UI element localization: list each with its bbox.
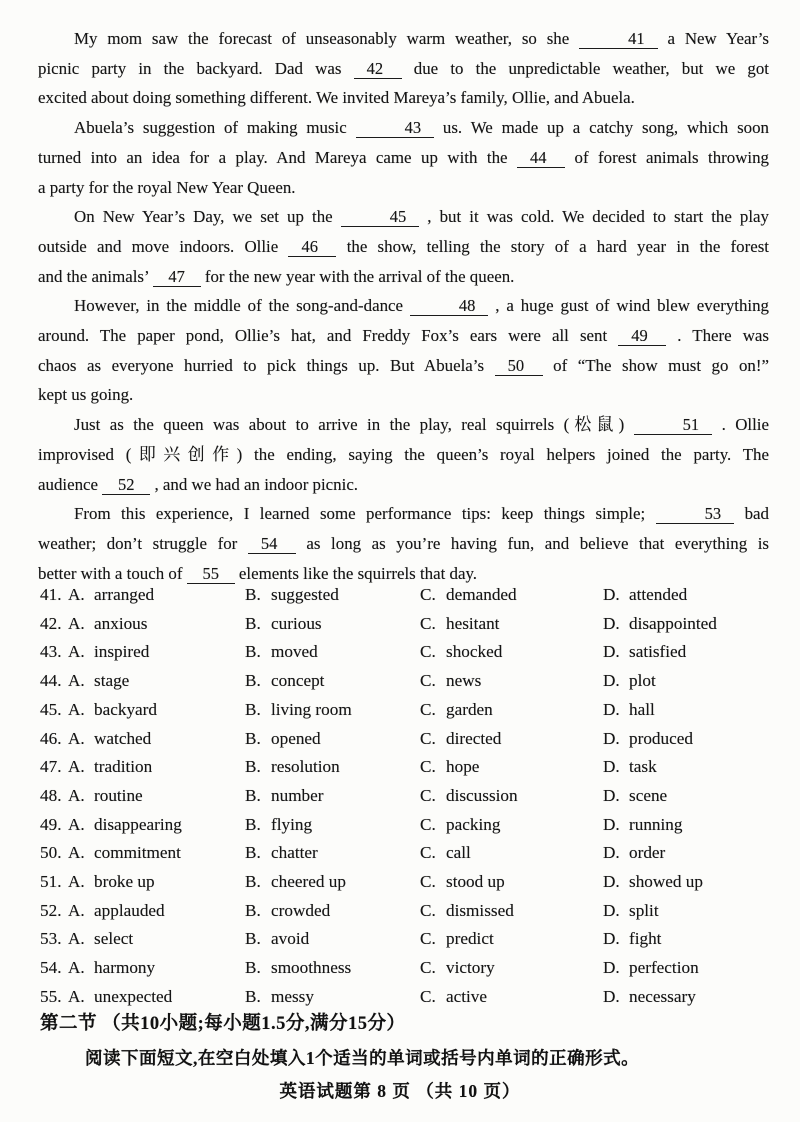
- option-letter: B.: [245, 900, 261, 920]
- blank-48: 48: [410, 296, 489, 316]
- option-letter: A.: [68, 585, 85, 604]
- blank-47: 47: [153, 267, 201, 287]
- option-text: avoid: [271, 929, 310, 949]
- option-letter: B.: [245, 958, 261, 978]
- passage-line: turned into an idea for a play. And Mareya came up with the 44 of forest animals throwing: [38, 147, 769, 167]
- option-letter: B.: [245, 785, 261, 805]
- option-text: active: [446, 986, 488, 1006]
- option-letter: D.: [603, 843, 620, 863]
- option-52-B: [245, 897, 420, 926]
- option-text: hall: [629, 699, 655, 719]
- option-47-D: [603, 753, 770, 782]
- passage-line: Just as the queen was about to arrive in the play, real squirrels (松鼠) 51 . Ollie: [74, 415, 769, 435]
- option-letter: C.: [420, 728, 436, 748]
- question-row-53: [40, 925, 770, 954]
- option-text: suggested: [271, 585, 339, 604]
- question-number: 54.: [40, 958, 62, 978]
- option-52-D: [603, 897, 770, 926]
- option-45-D: [603, 696, 770, 725]
- passage-line: outside and move indoors. Ollie 46 the show, telling the story of a hard year in the forest: [38, 236, 769, 256]
- option-text: commitment: [94, 843, 181, 863]
- option-41-A: [68, 581, 245, 610]
- section-2: [40, 1011, 770, 1070]
- option-52-A: [68, 897, 245, 926]
- question-number: 52.: [40, 900, 62, 920]
- blank-50: 50: [495, 356, 543, 376]
- option-text: crowded: [271, 900, 331, 920]
- passage-line: excited about doing something different. We invited Mareya’s family, Ollie, and Abuela.: [38, 88, 635, 108]
- passage-line: and the animals’ 47 for the new year with the arrival of the queen.: [38, 266, 515, 286]
- option-letter: D.: [603, 613, 620, 633]
- option-47-C: [420, 753, 603, 782]
- question-number: 47.: [40, 757, 62, 777]
- option-48-C: [420, 782, 603, 811]
- option-text: order: [629, 843, 666, 863]
- option-text: split: [629, 900, 659, 920]
- option-letter: B.: [245, 929, 261, 949]
- option-41-B: [245, 581, 420, 610]
- blank-51: 51: [634, 415, 713, 435]
- passage-line: From this experience, I learned some performance tips: keep things simple; 53 bad: [74, 504, 769, 524]
- blank-53: 53: [656, 504, 735, 524]
- option-text: curious: [271, 613, 322, 633]
- option-text: opened: [271, 728, 321, 748]
- option-text: plot: [629, 671, 656, 691]
- passage-line: around. The paper pond, Ollie’s hat, and Freddy Fox’s ears were all sent 49 . There was: [38, 326, 769, 346]
- option-51-A: [68, 868, 245, 897]
- option-50-C: [420, 839, 603, 868]
- option-letter: D.: [603, 728, 620, 748]
- question-row-49: [40, 811, 770, 840]
- option-54-A: [68, 954, 245, 983]
- option-text: cheered up: [271, 872, 346, 892]
- option-letter: C.: [420, 613, 436, 633]
- option-43-A: [68, 638, 245, 667]
- question-number: 41.: [40, 585, 62, 604]
- section-2-header: 第二节 （共10小题;每小题1.5分,满分15分）: [40, 1014, 406, 1034]
- option-51-D: [603, 868, 770, 897]
- option-letter: C.: [420, 958, 436, 978]
- passage-line: On New Year’s Day, we set up the 45 , but it was cold. We decided to start the play: [74, 207, 769, 227]
- option-letter: A.: [68, 757, 85, 777]
- passage-line: audience 52 , and we had an indoor picnic.: [38, 474, 359, 494]
- option-text: disappointed: [629, 613, 717, 633]
- option-letter: B.: [245, 613, 261, 633]
- option-letter: D.: [603, 958, 620, 978]
- option-letter: B.: [245, 986, 261, 1006]
- passage-line: My mom saw the forecast of unseasonably warm weather, so she 41 a New Year’s: [74, 29, 769, 48]
- option-text: directed: [446, 728, 502, 748]
- question-number: 43.: [40, 642, 62, 662]
- option-text: arranged: [94, 585, 155, 604]
- option-48-D: [603, 782, 770, 811]
- passage-line: better with a touch of 55 elements like the squirrels that day.: [38, 563, 478, 583]
- blank-45: 45: [341, 207, 420, 227]
- option-55-A: [68, 983, 245, 1012]
- option-letter: A.: [68, 958, 85, 978]
- question-row-55: [40, 983, 770, 1012]
- option-44-D: [603, 667, 770, 696]
- option-letter: B.: [245, 585, 261, 604]
- blank-44: 44: [517, 148, 565, 168]
- option-letter: B.: [245, 671, 261, 691]
- option-text: broke up: [94, 872, 155, 892]
- option-text: watched: [94, 728, 152, 748]
- question-row-42: [40, 610, 770, 639]
- option-51-C: [420, 868, 603, 897]
- option-text: dismissed: [446, 900, 514, 920]
- option-letter: D.: [603, 785, 620, 805]
- option-letter: A.: [68, 843, 85, 863]
- option-48-A: [68, 782, 245, 811]
- blank-41: 41: [579, 29, 658, 49]
- question-row-54: [40, 954, 770, 983]
- option-letter: A.: [68, 785, 85, 805]
- option-text: harmony: [94, 958, 156, 978]
- option-letter: A.: [68, 671, 85, 691]
- question-row-45: [40, 696, 770, 725]
- option-letter: C.: [420, 872, 436, 892]
- option-55-D: [603, 983, 770, 1012]
- option-55-B: [245, 983, 420, 1012]
- option-letter: B.: [245, 843, 261, 863]
- option-text: stood up: [446, 872, 505, 892]
- question-number: 42.: [40, 613, 62, 633]
- question-number: 51.: [40, 872, 62, 892]
- blank-42: 42: [354, 59, 402, 79]
- question-number: 44.: [40, 671, 62, 691]
- option-letter: C.: [420, 843, 436, 863]
- question-row-44: [40, 667, 770, 696]
- option-letter: D.: [603, 814, 620, 834]
- option-50-A: [68, 839, 245, 868]
- option-43-B: [245, 638, 420, 667]
- option-text: perfection: [629, 958, 699, 978]
- option-letter: B.: [245, 699, 261, 719]
- question-number: 50.: [40, 843, 62, 863]
- option-letter: A.: [68, 613, 85, 633]
- passage-line: Abuela’s suggestion of making music 43 us. We made up a catchy song, which soon: [74, 118, 769, 138]
- option-text: hesitant: [446, 613, 500, 633]
- option-41-C: [420, 581, 603, 610]
- passage-line: weather; don’t struggle for 54 as long as you’re having fun, and believe that everything is: [38, 533, 769, 553]
- blank-54: 54: [248, 534, 296, 554]
- cloze-passage: [38, 24, 769, 588]
- option-text: demanded: [446, 585, 517, 604]
- option-text: satisfied: [629, 642, 687, 662]
- passage-line: However, in the middle of the song-and-dance 48 , a huge gust of wind blew everything: [74, 296, 770, 316]
- option-53-D: [603, 925, 770, 954]
- option-letter: C.: [420, 814, 436, 834]
- blank-52: 52: [102, 475, 150, 495]
- option-letter: D.: [603, 642, 620, 662]
- option-text: number: [271, 785, 324, 805]
- section-2-instructions: 阅读下面短文,在空白处填入1个适当的单词或括号内单词的正确形式。: [85, 1048, 640, 1068]
- option-42-C: [420, 610, 603, 639]
- option-letter: D.: [603, 699, 620, 719]
- option-text: news: [446, 671, 482, 691]
- option-text: tradition: [94, 757, 153, 777]
- option-text: shocked: [446, 642, 503, 662]
- option-text: call: [446, 843, 471, 863]
- option-letter: B.: [245, 757, 261, 777]
- question-row-41: [40, 581, 770, 610]
- option-text: applauded: [94, 900, 165, 920]
- option-text: necessary: [629, 986, 696, 1006]
- option-letter: D.: [603, 671, 620, 691]
- option-letter: B.: [245, 872, 261, 892]
- option-49-A: [68, 811, 245, 840]
- option-letter: B.: [245, 642, 261, 662]
- option-text: messy: [271, 986, 314, 1006]
- option-42-B: [245, 610, 420, 639]
- passage-line: kept us going.: [38, 385, 134, 405]
- option-54-D: [603, 954, 770, 983]
- option-49-B: [245, 811, 420, 840]
- option-text: packing: [446, 814, 501, 834]
- option-letter: D.: [603, 900, 620, 920]
- option-46-C: [420, 725, 603, 754]
- option-50-D: [603, 839, 770, 868]
- option-letter: D.: [603, 929, 620, 949]
- option-text: garden: [446, 699, 493, 719]
- option-letter: C.: [420, 642, 436, 662]
- option-letter: C.: [420, 929, 436, 949]
- option-45-B: [245, 696, 420, 725]
- question-number: 45.: [40, 699, 62, 719]
- option-letter: C.: [420, 785, 436, 805]
- option-53-A: [68, 925, 245, 954]
- option-44-B: [245, 667, 420, 696]
- option-52-C: [420, 897, 603, 926]
- option-text: predict: [446, 929, 494, 949]
- option-48-B: [245, 782, 420, 811]
- option-letter: A.: [68, 929, 85, 949]
- option-text: running: [629, 814, 683, 834]
- option-43-D: [603, 638, 770, 667]
- option-53-B: [245, 925, 420, 954]
- option-46-A: [68, 725, 245, 754]
- option-46-D: [603, 725, 770, 754]
- option-letter: A.: [68, 699, 85, 719]
- question-row-52: [40, 897, 770, 926]
- passage-line: picnic party in the backyard. Dad was 42 due to the unpredictable weather, but we got: [38, 58, 769, 78]
- option-45-A: [68, 696, 245, 725]
- option-letter: C.: [420, 671, 436, 691]
- option-text: inspired: [94, 642, 150, 662]
- option-letter: C.: [420, 900, 436, 920]
- option-44-A: [68, 667, 245, 696]
- option-letter: A.: [68, 900, 85, 920]
- option-text: backyard: [94, 699, 157, 719]
- option-47-B: [245, 753, 420, 782]
- option-letter: B.: [245, 728, 261, 748]
- option-text: showed up: [629, 872, 703, 892]
- option-letter: C.: [420, 986, 436, 1006]
- blank-55: 55: [187, 564, 235, 584]
- option-text: produced: [629, 728, 693, 748]
- option-letter: C.: [420, 757, 436, 777]
- option-54-B: [245, 954, 420, 983]
- option-text: resolution: [271, 757, 340, 777]
- question-row-43: [40, 638, 770, 667]
- option-letter: D.: [603, 585, 620, 604]
- question-number: 46.: [40, 728, 62, 748]
- passage-line: a party for the royal New Year Queen.: [38, 177, 296, 197]
- option-44-C: [420, 667, 603, 696]
- option-49-C: [420, 811, 603, 840]
- option-46-B: [245, 725, 420, 754]
- option-text: flying: [271, 814, 313, 834]
- option-text: unexpected: [94, 986, 173, 1006]
- question-number: 48.: [40, 785, 62, 805]
- option-47-A: [68, 753, 245, 782]
- option-43-C: [420, 638, 603, 667]
- option-letter: D.: [603, 757, 620, 777]
- option-text: routine: [94, 785, 143, 805]
- option-letter: B.: [245, 814, 261, 834]
- question-row-48: [40, 782, 770, 811]
- option-42-D: [603, 610, 770, 639]
- option-55-C: [420, 983, 603, 1012]
- question-row-47: [40, 753, 770, 782]
- option-letter: D.: [603, 872, 620, 892]
- option-text: task: [629, 757, 657, 777]
- question-options-list: [40, 581, 770, 1012]
- option-53-C: [420, 925, 603, 954]
- option-text: select: [94, 929, 134, 949]
- option-text: victory: [446, 958, 495, 978]
- passage-line: improvised (即兴创作) the ending, saying the queen’s royal helpers joined the party. The: [38, 444, 769, 464]
- question-row-46: [40, 725, 770, 754]
- page-footer: 英语试题第 8 页 （共 10 页）: [279, 1081, 521, 1101]
- option-text: stage: [94, 671, 130, 691]
- option-41-D: [603, 581, 770, 610]
- option-51-B: [245, 868, 420, 897]
- option-text: smoothness: [271, 958, 352, 978]
- question-row-51: [40, 868, 770, 897]
- option-text: attended: [629, 585, 688, 604]
- option-text: chatter: [271, 843, 318, 863]
- option-text: moved: [271, 642, 318, 662]
- option-letter: A.: [68, 728, 85, 748]
- option-letter: A.: [68, 986, 85, 1006]
- blank-43: 43: [356, 118, 435, 138]
- option-letter: A.: [68, 872, 85, 892]
- option-letter: C.: [420, 699, 436, 719]
- option-letter: A.: [68, 814, 85, 834]
- question-number: 55.: [40, 986, 62, 1006]
- blank-46: 46: [288, 237, 336, 257]
- option-text: concept: [271, 671, 325, 691]
- option-54-C: [420, 954, 603, 983]
- option-45-C: [420, 696, 603, 725]
- option-text: scene: [629, 785, 668, 805]
- option-text: living room: [271, 699, 352, 719]
- option-text: anxious: [94, 613, 148, 633]
- option-letter: D.: [603, 986, 620, 1006]
- option-letter: A.: [68, 642, 85, 662]
- passage-line: chaos as everyone hurried to pick things up. But Abuela’s 50 of “The show must go on!”: [38, 355, 769, 375]
- question-row-50: [40, 839, 770, 868]
- question-number: 49.: [40, 814, 62, 834]
- option-49-D: [603, 811, 770, 840]
- option-42-A: [68, 610, 245, 639]
- option-text: hope: [446, 757, 480, 777]
- question-number: 53.: [40, 929, 62, 949]
- option-50-B: [245, 839, 420, 868]
- option-text: disappearing: [94, 814, 182, 834]
- blank-49: 49: [618, 326, 666, 346]
- option-text: discussion: [446, 785, 518, 805]
- option-letter: C.: [420, 585, 436, 604]
- option-text: fight: [629, 929, 662, 949]
